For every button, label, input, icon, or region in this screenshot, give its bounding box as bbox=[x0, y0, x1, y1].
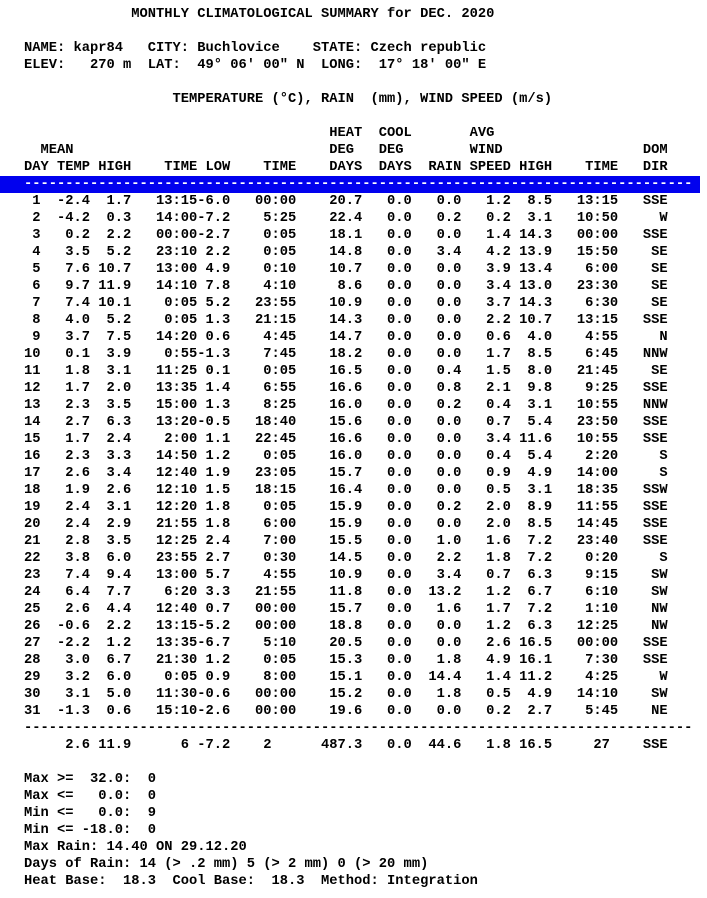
table-row: 18 1.9 2.6 12:10 1.5 18:15 16.4 0.0 0.0 0.5 3.1 18:35 SSW bbox=[24, 483, 668, 498]
station-info-line-1: NAME: kapr84 CITY: Buchlovice STATE: Czech republic bbox=[24, 41, 487, 56]
separator-line: --------------------------------------------------------------------------------- bbox=[24, 721, 693, 736]
table-row: 10 0.1 3.9 0:55-1.3 7:45 18.2 0.0 0.0 1.7 8.5 6:45 NNW bbox=[24, 347, 668, 362]
column-header-row-1: HEAT COOL AVG bbox=[24, 126, 495, 141]
table-row: 2 -4.2 0.3 14:00-7.2 5:25 22.4 0.0 0.2 0.2 3.1 10:50 W bbox=[24, 211, 668, 226]
table-row: 27 -2.2 1.2 13:35-6.7 5:10 20.5 0.0 0.0 2.6 16.5 00:00 SSE bbox=[24, 636, 668, 651]
table-row: 15 1.7 2.4 2:00 1.1 22:45 16.6 0.0 0.0 3.4 11.6 10:55 SSE bbox=[24, 432, 668, 447]
footer-stat-min-under-18: Min <= -18.0: 0 bbox=[24, 823, 157, 838]
station-info-line-2: ELEV: 270 m LAT: 49° 06' 00" N LONG: 17° 18' 00" E bbox=[24, 58, 487, 73]
footer-max-rain: Max Rain: 14.40 ON 29.12.20 bbox=[24, 840, 247, 855]
table-row: 8 4.0 5.2 0:05 1.3 21:15 14.3 0.0 0.0 2.2 10.7 13:15 SSE bbox=[24, 313, 668, 328]
table-row: 6 9.7 11.9 14:10 7.8 4:10 8.6 0.0 0.0 3.4 13.0 23:30 SE bbox=[24, 279, 668, 294]
table-row: 14 2.7 6.3 13:20-0.5 18:40 15.6 0.0 0.0 0.7 5.4 23:50 SSE bbox=[24, 415, 668, 430]
table-row: 16 2.3 3.3 14:50 1.2 0:05 16.0 0.0 0.0 0.4 5.4 2:20 S bbox=[24, 449, 668, 464]
table-row: 13 2.3 3.5 15:00 1.3 8:25 16.0 0.0 0.2 0.4 3.1 10:55 NNW bbox=[24, 398, 668, 413]
table-row: 25 2.6 4.4 12:40 0.7 00:00 15.7 0.0 1.6 1.7 7.2 1:10 NW bbox=[24, 602, 668, 617]
table-row: 24 6.4 7.7 6:20 3.3 21:55 11.8 0.0 13.2 1.2 6.7 6:10 SW bbox=[24, 585, 668, 600]
table-row: 5 7.6 10.7 13:00 4.9 0:10 10.7 0.0 0.0 3.9 13.4 6:00 SE bbox=[24, 262, 668, 277]
column-header-row-2: MEAN DEG DEG WIND DOM bbox=[24, 143, 668, 158]
table-row: 3 0.2 2.2 00:00-2.7 0:05 18.1 0.0 0.0 1.4 14.3 00:00 SSE bbox=[24, 228, 668, 243]
spacer-line bbox=[24, 754, 707, 771]
table-row: 17 2.6 3.4 12:40 1.9 23:05 15.7 0.0 0.0 0.9 4.9 14:00 S bbox=[24, 466, 668, 481]
table-row: 21 2.8 3.5 12:25 2.4 7:00 15.5 0.0 1.0 1.6 7.2 23:40 SSE bbox=[24, 534, 668, 549]
table-row: 23 7.4 9.4 13:00 5.7 4:55 10.9 0.0 3.4 0.7 6.3 9:15 SW bbox=[24, 568, 668, 583]
table-row: 4 3.5 5.2 23:10 2.2 0:05 14.8 0.0 3.4 4.2 13.9 15:50 SE bbox=[24, 245, 668, 260]
table-row: 7 7.4 10.1 0:05 5.2 23:55 10.9 0.0 0.0 3.7 14.3 6:30 SE bbox=[24, 296, 668, 311]
table-row: 19 2.4 3.1 12:20 1.8 0:05 15.9 0.0 0.2 2.0 8.9 11:55 SSE bbox=[24, 500, 668, 515]
table-row: 20 2.4 2.9 21:55 1.8 6:00 15.9 0.0 0.0 2.0 8.5 14:45 SSE bbox=[24, 517, 668, 532]
table-row: 11 1.8 3.1 11:25 0.1 0:05 16.5 0.0 0.4 1.5 8.0 21:45 SE bbox=[24, 364, 668, 379]
summary-row: 2.6 11.9 6 -7.2 2 487.3 0.0 44.6 1.8 16.5 27 SSE bbox=[24, 738, 668, 753]
table-row: 29 3.2 6.0 0:05 0.9 8:00 15.1 0.0 14.4 1.4 11.2 4:25 W bbox=[24, 670, 668, 685]
spacer-line bbox=[24, 74, 707, 91]
daily-data-rows bbox=[24, 193, 707, 720]
table-row: 30 3.1 5.0 11:30-0.6 00:00 15.2 0.0 1.8 0.5 4.9 14:10 SW bbox=[24, 687, 668, 702]
units-line: TEMPERATURE (°C), RAIN (mm), WIND SPEED (m/s) bbox=[172, 92, 553, 107]
table-row: 28 3.0 6.7 21:30 1.2 0:05 15.3 0.0 1.8 4.9 16.1 7:30 SSE bbox=[24, 653, 668, 668]
table-row: 12 1.7 2.0 13:35 1.4 6:55 16.6 0.0 0.8 2.1 9.8 9:25 SSE bbox=[24, 381, 668, 396]
spacer-line bbox=[24, 23, 707, 40]
highlighted-separator-line[interactable]: --------------------------------------------------------------------------------- bbox=[0, 176, 700, 193]
footer-stat-max-over: Max >= 32.0: 0 bbox=[24, 772, 157, 787]
table-row: 31 -1.3 0.6 15:10-2.6 00:00 19.6 0.0 0.0 0.2 2.7 5:45 NE bbox=[24, 704, 668, 719]
column-header-row-3: DAY TEMP HIGH TIME LOW TIME DAYS DAYS RAIN SPEED HIGH TIME DIR bbox=[24, 160, 668, 175]
table-row: 26 -0.6 2.2 13:15-5.2 00:00 18.8 0.0 0.0 1.2 6.3 12:25 NW bbox=[24, 619, 668, 634]
footer-days-of-rain: Days of Rain: 14 (> .2 mm) 5 (> 2 mm) 0 (> 20 mm) bbox=[24, 857, 429, 872]
spacer-line bbox=[24, 108, 707, 125]
footer-bases-method: Heat Base: 18.3 Cool Base: 18.3 Method: Integration bbox=[24, 874, 478, 889]
footer-stat-max-under: Max <= 0.0: 0 bbox=[24, 789, 157, 804]
table-row: 1 -2.4 1.7 13:15-6.0 00:00 20.7 0.0 0.0 1.2 8.5 13:15 SSE bbox=[24, 194, 668, 209]
report-title: MONTHLY CLIMATOLOGICAL SUMMARY for DEC. 2020 bbox=[131, 7, 495, 22]
footer-stat-min-under: Min <= 0.0: 9 bbox=[24, 806, 157, 821]
table-row: 22 3.8 6.0 23:55 2.7 0:30 14.5 0.0 2.2 1.8 7.2 0:20 S bbox=[24, 551, 668, 566]
table-row: 9 3.7 7.5 14:20 0.6 4:45 14.7 0.0 0.0 0.6 4.0 4:55 N bbox=[24, 330, 668, 345]
